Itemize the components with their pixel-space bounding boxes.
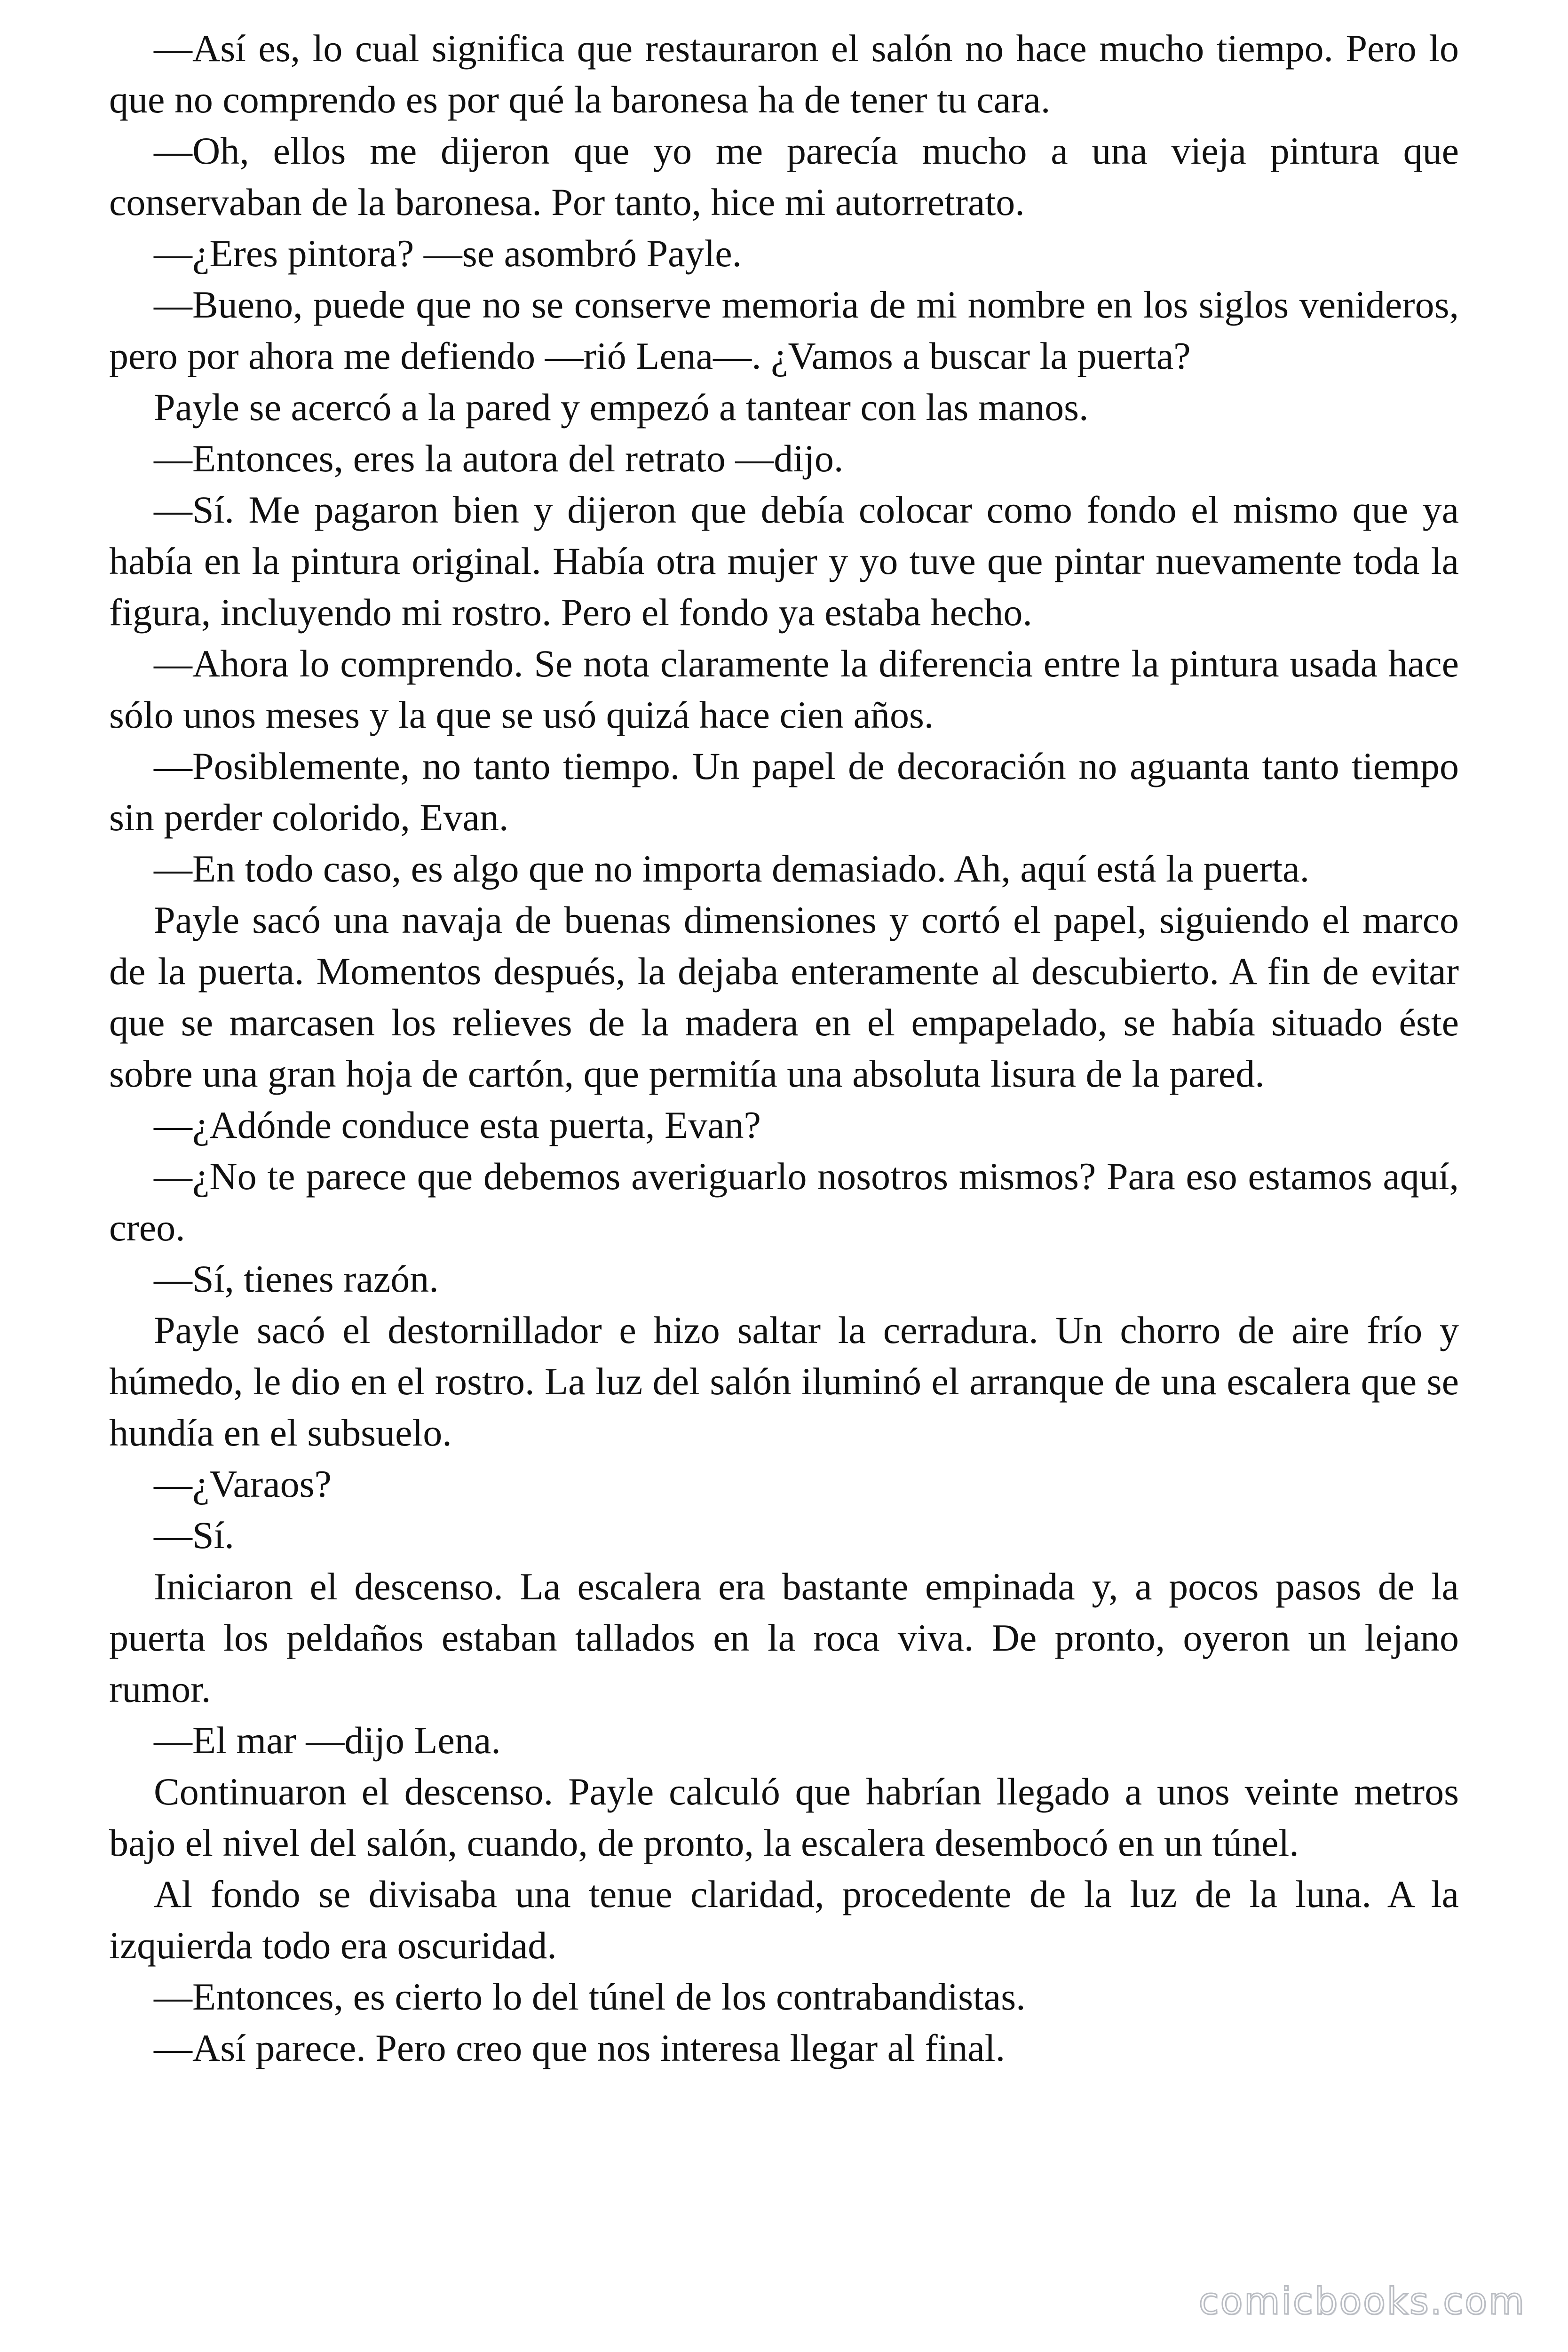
- paragraph: —Oh, ellos me dijeron que yo me parecía mucho a una vieja pintura que conservaban de la baronesa. Por tanto, hice mi autorretrato.: [109, 129, 1459, 223]
- paragraph: —En todo caso, es algo que no importa demasiado. Ah, aquí está la puerta.: [154, 847, 1310, 890]
- paragraph: —Así es, lo cual significa que restauraron el salón no hace mucho tiempo. Pero lo que no comprendo es por qué la baronesa ha de tener tu cara.: [109, 27, 1459, 121]
- paragraph: —Sí, tienes razón.: [154, 1257, 439, 1300]
- paragraph: —Así parece. Pero creo que nos interesa llegar al final.: [154, 2026, 1006, 2069]
- paragraph: —Entonces, eres la autora del retrato —dijo.: [154, 437, 844, 480]
- paragraph: —Sí. Me pagaron bien y dijeron que debía colocar como fondo el mismo que ya había en la pintura original. Había otra mujer y yo tuve que pintar nuevamente toda la figura, incluyendo mi rostro. Pero el fondo ya estaba hecho.: [109, 488, 1459, 634]
- paragraph: —Sí.: [154, 1514, 234, 1557]
- paragraph: Payle sacó una navaja de buenas dimensiones y cortó el papel, siguiendo el marco de la puerta. Momentos después, la dejaba enteramente al descubierto. A fin de evitar que se marcasen los relieves de la madera en el empapelado, se había situado éste sobre una gran hoja de cartón, que permitía una absoluta lisura de la pared.: [109, 898, 1459, 1095]
- paragraph: —Ahora lo comprendo. Se nota claramente la diferencia entre la pintura usada hace sólo unos meses y la que se usó quizá hace cien años.: [109, 642, 1459, 736]
- paragraph: Continuaron el descenso. Payle calculó que habrían llegado a unos veinte metros bajo el nivel del salón, cuando, de pronto, la escalera desembocó en un túnel.: [109, 1770, 1459, 1864]
- document-page: [109, 23, 1459, 2309]
- paragraph: —¿Varaos?: [154, 1462, 332, 1505]
- paragraph: —¿No te parece que debemos averiguarlo nosotros mismos? Para eso estamos aquí, creo.: [109, 1155, 1459, 1249]
- paragraph: —Posiblemente, no tanto tiempo. Un papel de decoración no aguanta tanto tiempo sin perder colorido, Evan.: [109, 745, 1459, 839]
- paragraph: Iniciaron el descenso. La escalera era bastante empinada y, a pocos pasos de la puerta los peldaños estaban tallados en la roca viva. De pronto, oyeron un lejano rumor.: [109, 1565, 1459, 1710]
- paragraph: Al fondo se divisaba una tenue claridad, procedente de la luz de la luna. A la izquierda todo era oscuridad.: [109, 1873, 1459, 1967]
- paragraph: —¿Eres pintora? —se asombró Payle.: [154, 232, 742, 275]
- paragraph: —¿Adónde conduce esta puerta, Evan?: [154, 1104, 761, 1146]
- paragraph: Payle se acercó a la pared y empezó a tantear con las manos.: [154, 386, 1089, 429]
- paragraph: Payle sacó el destornillador e hizo saltar la cerradura. Un chorro de aire frío y húmedo, le dio en el rostro. La luz del salón iluminó el arranque de una escalera que se hundía en el subsuelo.: [109, 1309, 1459, 1454]
- paragraph: —Bueno, puede que no se conserve memoria de mi nombre en los siglos venideros, pero por ahora me defiendo —rió Lena—. ¿Vamos a buscar la puerta?: [109, 283, 1459, 377]
- paragraph: —Entonces, es cierto lo del túnel de los contrabandistas.: [154, 1975, 1026, 2018]
- watermark-logo: comicbooks.com: [1198, 2280, 1526, 2323]
- paragraph: —El mar —dijo Lena.: [154, 1719, 501, 1762]
